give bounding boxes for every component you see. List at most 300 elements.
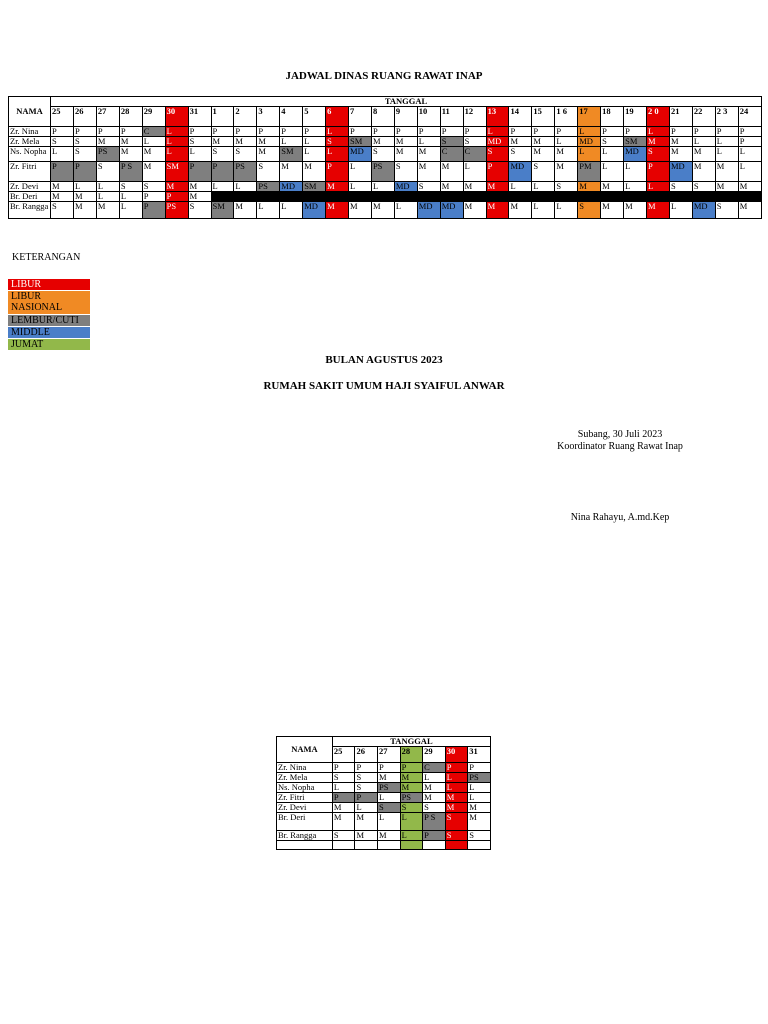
shift-cell: S bbox=[211, 147, 234, 162]
shift-cell: M bbox=[669, 147, 692, 162]
shift-cell: L bbox=[165, 137, 188, 147]
shift-cell: MD bbox=[509, 162, 532, 182]
table-row bbox=[277, 783, 491, 793]
shift-cell: L bbox=[51, 147, 74, 162]
shift-cell: P bbox=[555, 127, 578, 137]
shift-cell: M bbox=[738, 182, 761, 192]
shift-cell: C bbox=[463, 147, 486, 162]
shift-cell: M bbox=[468, 813, 491, 831]
schedule-table bbox=[8, 96, 762, 219]
shift-cell: L bbox=[601, 162, 624, 182]
shift-cell: M bbox=[234, 202, 257, 219]
shift-cell: M bbox=[73, 192, 96, 202]
shift-cell bbox=[280, 192, 303, 202]
shift-cell bbox=[532, 192, 555, 202]
employee-name: Ns. Nopha bbox=[277, 783, 333, 793]
day-header: 11 bbox=[440, 107, 463, 127]
shift-cell: MD bbox=[394, 182, 417, 192]
shift-cell: P bbox=[326, 162, 349, 182]
shift-cell: PS bbox=[257, 182, 280, 192]
shift-cell: P bbox=[509, 127, 532, 137]
shift-cell: L bbox=[96, 192, 119, 202]
shift-cell: MD bbox=[692, 202, 715, 219]
shift-cell: L bbox=[417, 137, 440, 147]
shift-cell: S bbox=[468, 831, 491, 841]
shift-cell: M bbox=[96, 202, 119, 219]
shift-cell: L bbox=[532, 202, 555, 219]
shift-cell: S bbox=[509, 147, 532, 162]
legend-item: MIDDLE bbox=[8, 327, 90, 338]
day-header: 26 bbox=[355, 747, 378, 763]
shift-cell bbox=[303, 192, 326, 202]
shift-cell: P bbox=[355, 793, 378, 803]
keterangan-label: KETERANGAN bbox=[12, 252, 81, 263]
shift-cell: S bbox=[417, 182, 440, 192]
table-row bbox=[9, 147, 762, 162]
employee-name: Zr. Nina bbox=[277, 763, 333, 773]
employee-name: Zr. Nina bbox=[9, 127, 51, 137]
table-row bbox=[9, 182, 762, 192]
shift-cell: S bbox=[96, 162, 119, 182]
shift-cell: M bbox=[188, 182, 211, 192]
shift-cell: M bbox=[332, 813, 355, 831]
shift-cell: P bbox=[738, 127, 761, 137]
table-row bbox=[277, 763, 491, 773]
employee-name: Zr. Mela bbox=[277, 773, 333, 783]
shift-cell: MD bbox=[440, 202, 463, 219]
shift-cell bbox=[647, 192, 670, 202]
shift-cell: C bbox=[440, 147, 463, 162]
shift-cell: M bbox=[647, 202, 670, 219]
shift-cell bbox=[463, 192, 486, 202]
shift-cell: L bbox=[463, 162, 486, 182]
day-header: 10 bbox=[417, 107, 440, 127]
shift-cell bbox=[326, 192, 349, 202]
shift-cell: M bbox=[188, 192, 211, 202]
shift-cell: L bbox=[142, 137, 165, 147]
employee-name: Ns. Nopha bbox=[9, 147, 51, 162]
table-row bbox=[277, 841, 491, 850]
shift-cell: P bbox=[468, 763, 491, 773]
shift-cell: P bbox=[332, 763, 355, 773]
shift-cell: PS bbox=[371, 162, 394, 182]
day-header: 18 bbox=[601, 107, 624, 127]
shift-cell: L bbox=[624, 182, 647, 192]
day-header: 5 bbox=[303, 107, 326, 127]
shift-cell: S bbox=[445, 813, 468, 831]
table-row bbox=[277, 793, 491, 803]
employee-name: Zr. Mela bbox=[9, 137, 51, 147]
shift-cell: S bbox=[73, 147, 96, 162]
shift-cell: L bbox=[119, 192, 142, 202]
shift-cell: L bbox=[355, 803, 378, 813]
name-header: NAMA bbox=[9, 97, 51, 127]
shift-cell: M bbox=[378, 773, 401, 783]
shift-cell: L bbox=[669, 202, 692, 219]
shift-cell: L bbox=[555, 137, 578, 147]
day-header: 22 bbox=[692, 107, 715, 127]
shift-cell: P bbox=[532, 127, 555, 137]
shift-cell: M bbox=[332, 803, 355, 813]
shift-cell: SM bbox=[211, 202, 234, 219]
shift-cell bbox=[417, 192, 440, 202]
day-header: 13 bbox=[486, 107, 509, 127]
shift-cell: P bbox=[303, 127, 326, 137]
schedule-table-small bbox=[276, 736, 491, 850]
shift-cell: SM bbox=[165, 162, 188, 182]
legend-item: LIBUR NASIONAL bbox=[8, 291, 90, 314]
shift-cell: P bbox=[211, 127, 234, 137]
shift-cell: M bbox=[355, 813, 378, 831]
employee-name: Zr. Devi bbox=[9, 182, 51, 192]
shift-cell: P bbox=[624, 127, 647, 137]
shift-cell: S bbox=[119, 182, 142, 192]
legend-item: LEMBUR/CUTI bbox=[8, 315, 90, 326]
day-header: 30 bbox=[445, 747, 468, 763]
shift-cell: S bbox=[142, 182, 165, 192]
shift-cell bbox=[692, 192, 715, 202]
shift-cell: S bbox=[578, 202, 601, 219]
shift-cell bbox=[234, 192, 257, 202]
shift-cell: S bbox=[188, 202, 211, 219]
shift-cell: P bbox=[73, 127, 96, 137]
shift-cell: P bbox=[445, 763, 468, 773]
shift-cell: S bbox=[445, 831, 468, 841]
shift-cell: M bbox=[326, 202, 349, 219]
day-header: 2 0 bbox=[647, 107, 670, 127]
shift-cell: P bbox=[73, 162, 96, 182]
shift-cell: P S bbox=[119, 162, 142, 182]
shift-cell: L bbox=[647, 182, 670, 192]
shift-cell: M bbox=[119, 137, 142, 147]
shift-cell bbox=[601, 192, 624, 202]
shift-cell: C bbox=[423, 763, 446, 773]
shift-cell: P bbox=[423, 831, 446, 841]
shift-cell: PS bbox=[165, 202, 188, 219]
shift-cell: P bbox=[142, 202, 165, 219]
signer-name: Nina Rahayu, A.md.Kep bbox=[570, 512, 670, 523]
shift-cell: M bbox=[257, 137, 280, 147]
day-header: 28 bbox=[119, 107, 142, 127]
shift-cell: L bbox=[378, 793, 401, 803]
shift-cell: P bbox=[257, 127, 280, 137]
shift-cell: M bbox=[417, 147, 440, 162]
table-row bbox=[9, 162, 762, 182]
day-header: 7 bbox=[349, 107, 372, 127]
shift-cell: L bbox=[692, 137, 715, 147]
shift-cell: P bbox=[96, 127, 119, 137]
shift-cell: M bbox=[555, 162, 578, 182]
shift-cell: M bbox=[394, 147, 417, 162]
shift-cell: P bbox=[601, 127, 624, 137]
shift-cell: M bbox=[509, 202, 532, 219]
shift-cell bbox=[440, 192, 463, 202]
shift-cell: C bbox=[142, 127, 165, 137]
day-header: 12 bbox=[463, 107, 486, 127]
day-header: 4 bbox=[280, 107, 303, 127]
shift-cell: MD bbox=[669, 162, 692, 182]
shift-cell: L bbox=[738, 147, 761, 162]
table-row bbox=[277, 831, 491, 841]
shift-cell: M bbox=[371, 202, 394, 219]
shift-cell: MD bbox=[624, 147, 647, 162]
shift-cell: M bbox=[463, 182, 486, 192]
table-row bbox=[9, 192, 762, 202]
shift-cell: M bbox=[486, 202, 509, 219]
shift-cell: L bbox=[303, 137, 326, 147]
table-row bbox=[277, 803, 491, 813]
page-title: JADWAL DINAS RUANG RAWAT INAP bbox=[285, 70, 483, 82]
shift-cell bbox=[423, 841, 446, 850]
day-header: 31 bbox=[188, 107, 211, 127]
shift-cell: P bbox=[119, 127, 142, 137]
shift-cell: P bbox=[440, 127, 463, 137]
shift-cell bbox=[555, 192, 578, 202]
table-row bbox=[9, 137, 762, 147]
shift-cell: S bbox=[371, 147, 394, 162]
shift-cell: S bbox=[257, 162, 280, 182]
shift-cell: M bbox=[119, 147, 142, 162]
shift-cell: L bbox=[423, 773, 446, 783]
shift-cell: M bbox=[669, 137, 692, 147]
shift-cell: M bbox=[326, 182, 349, 192]
shift-cell: M bbox=[624, 202, 647, 219]
shift-cell: M bbox=[400, 773, 423, 783]
month-title: BULAN AGUSTUS 2023 bbox=[325, 354, 443, 366]
shift-cell: M bbox=[400, 783, 423, 793]
shift-cell: L bbox=[400, 831, 423, 841]
shift-cell: P bbox=[51, 127, 74, 137]
shift-cell: P bbox=[165, 192, 188, 202]
day-header: 29 bbox=[423, 747, 446, 763]
shift-cell: P S bbox=[423, 813, 446, 831]
shift-cell: S bbox=[326, 137, 349, 147]
shift-cell bbox=[445, 841, 468, 850]
shift-cell: L bbox=[468, 793, 491, 803]
shift-cell bbox=[332, 841, 355, 850]
table-row bbox=[277, 773, 491, 783]
day-header: 1 6 bbox=[555, 107, 578, 127]
shift-cell: L bbox=[578, 147, 601, 162]
shift-cell: M bbox=[692, 147, 715, 162]
shift-cell: M bbox=[355, 831, 378, 841]
shift-cell: M bbox=[463, 202, 486, 219]
employee-name: Zr. Devi bbox=[277, 803, 333, 813]
day-header: 15 bbox=[532, 107, 555, 127]
shift-cell: P bbox=[463, 127, 486, 137]
tanggal-header: TANGGAL bbox=[51, 97, 762, 107]
employee-name: Br. Rangga bbox=[277, 831, 333, 841]
day-header: 25 bbox=[332, 747, 355, 763]
shift-cell: M bbox=[468, 803, 491, 813]
shift-cell: S bbox=[394, 162, 417, 182]
employee-name: Br. Rangga bbox=[9, 202, 51, 219]
shift-cell: PS bbox=[400, 793, 423, 803]
shift-cell: L bbox=[601, 147, 624, 162]
shift-cell: S bbox=[463, 137, 486, 147]
shift-cell: M bbox=[647, 137, 670, 147]
shift-cell: M bbox=[417, 162, 440, 182]
shift-cell: L bbox=[400, 813, 423, 831]
day-header: 3 bbox=[257, 107, 280, 127]
shift-cell: M bbox=[440, 182, 463, 192]
shift-cell bbox=[669, 192, 692, 202]
day-header: 8 bbox=[371, 107, 394, 127]
shift-cell: M bbox=[692, 162, 715, 182]
shift-cell: P bbox=[280, 127, 303, 137]
shift-cell: P bbox=[669, 127, 692, 137]
shift-cell bbox=[578, 192, 601, 202]
shift-cell bbox=[738, 192, 761, 202]
shift-cell: P bbox=[647, 162, 670, 182]
day-header: 27 bbox=[96, 107, 119, 127]
day-header: 26 bbox=[73, 107, 96, 127]
shift-cell: P bbox=[211, 162, 234, 182]
shift-cell: PS bbox=[96, 147, 119, 162]
shift-cell: L bbox=[96, 182, 119, 192]
shift-cell: L bbox=[280, 202, 303, 219]
shift-cell: L bbox=[738, 162, 761, 182]
shift-cell: S bbox=[188, 137, 211, 147]
shift-cell: M bbox=[601, 202, 624, 219]
shift-cell: M bbox=[165, 182, 188, 192]
day-header: 2 bbox=[234, 107, 257, 127]
day-header: 17 bbox=[578, 107, 601, 127]
shift-cell: S bbox=[715, 202, 738, 219]
shift-cell: S bbox=[486, 147, 509, 162]
shift-cell: P bbox=[349, 127, 372, 137]
shift-cell: P bbox=[715, 127, 738, 137]
shift-cell: P bbox=[738, 137, 761, 147]
shift-cell: M bbox=[578, 182, 601, 192]
day-header: 9 bbox=[394, 107, 417, 127]
shift-cell: M bbox=[96, 137, 119, 147]
shift-cell: M bbox=[601, 182, 624, 192]
shift-cell: P bbox=[692, 127, 715, 137]
shift-cell: L bbox=[624, 162, 647, 182]
shift-cell: L bbox=[647, 127, 670, 137]
shift-cell: M bbox=[423, 793, 446, 803]
day-header: 1 bbox=[211, 107, 234, 127]
shift-cell: M bbox=[509, 137, 532, 147]
shift-cell: L bbox=[211, 182, 234, 192]
employee-name: Zr. Fitri bbox=[9, 162, 51, 182]
shift-cell: PM bbox=[578, 162, 601, 182]
shift-cell bbox=[355, 841, 378, 850]
legend-item: LIBUR bbox=[8, 279, 90, 290]
shift-cell: L bbox=[234, 182, 257, 192]
day-header: 19 bbox=[624, 107, 647, 127]
shift-cell: L bbox=[332, 783, 355, 793]
shift-cell: PS bbox=[234, 162, 257, 182]
shift-cell: L bbox=[445, 773, 468, 783]
shift-cell: M bbox=[303, 162, 326, 182]
employee-name: Zr. Fitri bbox=[277, 793, 333, 803]
shift-cell: L bbox=[394, 202, 417, 219]
shift-cell: MD bbox=[303, 202, 326, 219]
shift-cell: M bbox=[532, 147, 555, 162]
shift-cell: L bbox=[326, 147, 349, 162]
shift-cell: S bbox=[51, 137, 74, 147]
shift-cell: M bbox=[142, 162, 165, 182]
shift-cell bbox=[486, 192, 509, 202]
shift-cell: S bbox=[51, 202, 74, 219]
shift-cell bbox=[715, 192, 738, 202]
shift-cell: M bbox=[378, 831, 401, 841]
shift-cell: P bbox=[142, 192, 165, 202]
tanggal-header: TANGGAL bbox=[332, 737, 490, 747]
shift-cell: S bbox=[440, 137, 463, 147]
shift-cell bbox=[624, 192, 647, 202]
shift-cell: P bbox=[188, 162, 211, 182]
shift-cell: PS bbox=[468, 773, 491, 783]
shift-cell bbox=[211, 192, 234, 202]
shift-cell bbox=[371, 192, 394, 202]
shift-cell: L bbox=[532, 182, 555, 192]
table-row bbox=[277, 813, 491, 831]
shift-cell: P bbox=[417, 127, 440, 137]
shift-cell: L bbox=[326, 127, 349, 137]
shift-cell: S bbox=[73, 137, 96, 147]
shift-cell: MD bbox=[349, 147, 372, 162]
shift-cell bbox=[349, 192, 372, 202]
shift-cell bbox=[394, 192, 417, 202]
shift-cell: P bbox=[51, 162, 74, 182]
day-header: 14 bbox=[509, 107, 532, 127]
shift-cell: MD bbox=[280, 182, 303, 192]
day-header: 27 bbox=[378, 747, 401, 763]
shift-cell: M bbox=[555, 147, 578, 162]
day-header: 31 bbox=[468, 747, 491, 763]
shift-cell: M bbox=[440, 162, 463, 182]
shift-cell: M bbox=[51, 192, 74, 202]
shift-cell: S bbox=[332, 773, 355, 783]
shift-cell: L bbox=[578, 127, 601, 137]
shift-cell: S bbox=[532, 162, 555, 182]
shift-cell: S bbox=[234, 147, 257, 162]
shift-cell: M bbox=[532, 137, 555, 147]
shift-cell: S bbox=[332, 831, 355, 841]
day-header: 21 bbox=[669, 107, 692, 127]
shift-cell: L bbox=[165, 147, 188, 162]
shift-cell: S bbox=[647, 147, 670, 162]
shift-cell: M bbox=[280, 162, 303, 182]
shift-cell: P bbox=[400, 763, 423, 773]
shift-cell: L bbox=[349, 182, 372, 192]
shift-cell: S bbox=[669, 182, 692, 192]
shift-cell: S bbox=[423, 803, 446, 813]
shift-cell: L bbox=[715, 147, 738, 162]
shift-cell: MD bbox=[578, 137, 601, 147]
shift-cell: L bbox=[378, 813, 401, 831]
shift-cell bbox=[468, 841, 491, 850]
shift-cell: L bbox=[371, 182, 394, 192]
day-header: 6 bbox=[326, 107, 349, 127]
shift-cell bbox=[400, 841, 423, 850]
shift-cell: PS bbox=[378, 783, 401, 793]
shift-cell: P bbox=[394, 127, 417, 137]
shift-cell: L bbox=[468, 783, 491, 793]
shift-cell: L bbox=[509, 182, 532, 192]
shift-cell: S bbox=[378, 803, 401, 813]
coordinator-title: Koordinator Ruang Rawat Inap bbox=[557, 441, 683, 452]
shift-cell: P bbox=[355, 763, 378, 773]
shift-cell: S bbox=[355, 773, 378, 783]
shift-cell: S bbox=[555, 182, 578, 192]
shift-cell: L bbox=[73, 182, 96, 192]
table-row bbox=[9, 202, 762, 219]
shift-cell: L bbox=[119, 202, 142, 219]
